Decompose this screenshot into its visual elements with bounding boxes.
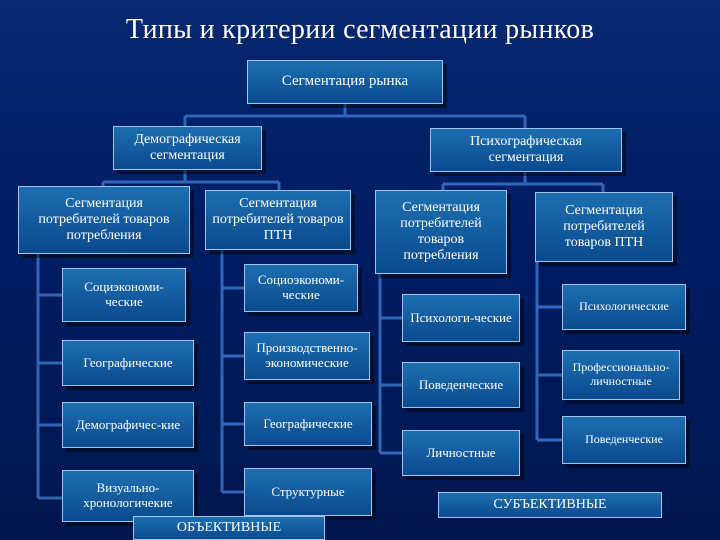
col1-item-visual-chronological: Визуально-хронологичекие — [62, 470, 194, 522]
col3-item-personal: Личностные — [402, 430, 520, 476]
psychographic-segmentation-node: Психографическая сегментация — [430, 128, 622, 172]
col1-item-socioeconomic: Социэкономи-ческие — [62, 268, 186, 322]
col4-item-behavioral: Поведенческие — [562, 416, 686, 464]
subjective-consumer-goods-node: Сегментация потребителей товаров потребления — [375, 190, 507, 274]
col2-item-geographic: Географические — [244, 402, 372, 446]
col3-item-psychological: Психологи-ческие — [402, 294, 520, 342]
demographic-segmentation-node: Демографическая сегментация — [113, 126, 262, 170]
objective-industrial-goods-node: Сегментация потребителей товаров ПТН — [205, 190, 351, 250]
slide-title: Типы и критерии сегментации рынков — [125, 14, 595, 45]
objective-criteria-label: ОБЪЕКТИВНЫЕ — [133, 516, 325, 540]
col2-item-production-economic: Производственно-экономические — [244, 332, 370, 380]
objective-consumer-goods-node: Сегментация потребителей товаров потребления — [18, 186, 190, 254]
subjective-industrial-goods-node: Сегментация потребителей товаров ПТН — [535, 192, 673, 262]
col4-item-psychological: Психологические — [562, 284, 686, 330]
col1-item-demographic: Демографичес-кие — [62, 402, 194, 448]
col1-item-geographic: Географические — [62, 340, 194, 386]
subjective-criteria-label: СУБЪЕКТИВНЫЕ — [438, 492, 662, 518]
col4-item-professional-personal: Профессионально-личностные — [562, 350, 680, 400]
col2-item-structural: Структурные — [244, 468, 372, 516]
root-node: Сегментация рынка — [247, 60, 443, 104]
col3-item-behavioral: Поведенческие — [402, 362, 520, 408]
col2-item-socioeconomic: Социоэкономи-ческие — [244, 264, 358, 312]
